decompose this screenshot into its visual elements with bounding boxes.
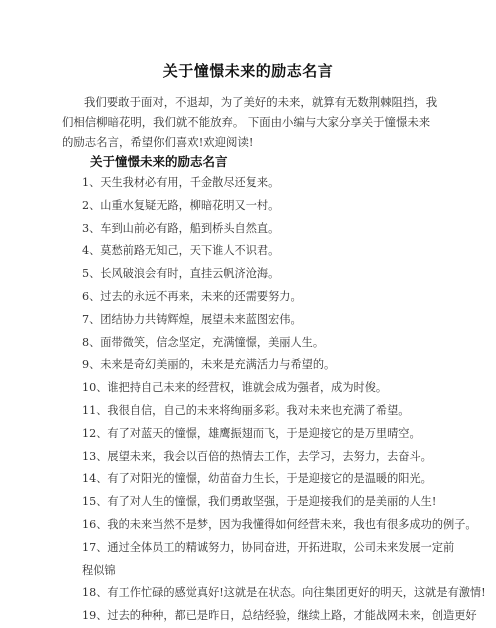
quote-item: 6、过去的永远不再来，未来的还需要努力。 (82, 289, 302, 303)
quote-item: 11、我很自信，自己的未来将绚丽多彩。我对未来也充满了希望。 (82, 403, 410, 417)
quote-item: 8、面带微笑，信念坚定，充满憧憬，美丽人生。 (82, 335, 325, 349)
quote-item: 1、天生我材必有用，千金散尽还复来。 (82, 176, 280, 189)
quote-item: 7、团结协力共铸辉煌，展望未来蓝图宏伟。 (82, 312, 302, 326)
quote-item: 9、未来是奇幻美丽的，未来是充满活力与希望的。 (82, 358, 336, 372)
quote-item: 13、展望未来，我会以百倍的热情去工作，去学习，去努力，去奋斗。 (82, 449, 432, 463)
quote-item: 18、有工作忙碌的感觉真好!这就是在状态。向往集团更好的明天，这就是有激情! (82, 586, 486, 600)
quote-item: 17、通过全体员工的精诚努力，协同奋进，开拓进取，公司未来发展一定前程似锦 (82, 540, 455, 577)
article-title: 关于憧憬未来的励志名言 (162, 62, 334, 80)
quote-item: 10、谁把持自己未来的经营权，谁就会成为强者，成为时俊。 (82, 381, 388, 395)
quote-item: 19、过去的种种，都已是昨日，总结经验，继续上路，才能战网未来，创造更好 (82, 609, 477, 623)
quote-item: 16、我的未来当然不是梦，因为我懂得如何经营未来，我也有很多成功的例子。 (82, 517, 477, 531)
quote-item: 3、车到山前必有路，船到桥头自然直。 (82, 221, 280, 235)
quote-list (0, 172, 496, 628)
quote-item: 14、有了对阳光的憧憬，幼苗奋力生长，于是迎接它的是温暖的阳光。 (82, 472, 432, 486)
quote-item: 2、山重水复疑无路，柳暗花明又一村。 (82, 198, 280, 212)
intro-paragraph: 我们要敢于面对，不退却，为了美好的未来，就算有无数荆棘阻挡，我们相信柳暗花明，我们就不能放弃。 下面由小编与大家分享关于憧憬未来的励志名言，希望你们喜欢!欢迎阅读! (62, 95, 438, 149)
quote-item: 15、有了对人生的憧憬，我们勇敢坚强，于是迎接我们的是美丽的人生! (82, 495, 437, 509)
quote-item: 12、有了对蓝天的憧憬，雄鹰振翅而飞，于是迎接它的是万里晴空。 (82, 426, 421, 440)
section-heading: 关于憧憬未来的励志名言 (90, 154, 228, 169)
quote-item: 5、长风破浪会有时，直挂云帆济沧海。 (82, 267, 280, 281)
quote-item: 4、莫愁前路无知己，天下谁人不识君。 (82, 244, 280, 258)
